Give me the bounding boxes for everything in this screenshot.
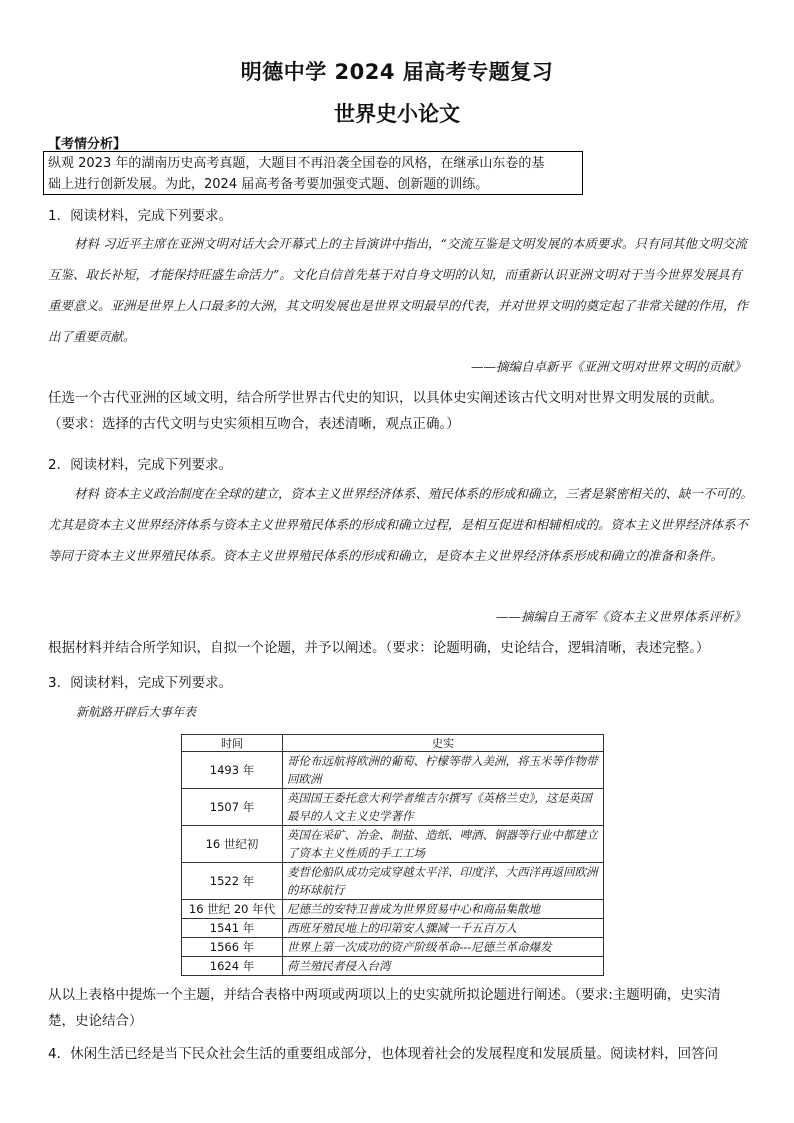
table-cell-fact: 世界上第一次成功的资产阶级革命---尼德兰革命爆发 bbox=[283, 938, 604, 957]
analysis-line-1: 纵观 2023 年的湖南历史高考真题，大题目不再沿袭全国卷的风格，在继承山东卷的基 bbox=[48, 156, 545, 171]
table-cell-time: 1507 年 bbox=[182, 789, 283, 826]
events-table bbox=[181, 734, 604, 976]
table-row bbox=[182, 938, 604, 957]
q3-task-line-2: 楚，史论结合） bbox=[48, 1013, 143, 1029]
table-cell-fact: 尼德兰的安特卫普成为世界贸易中心和商品集散地 bbox=[283, 900, 604, 919]
q1-task bbox=[48, 385, 750, 437]
q1-heading: 1．阅读材料，完成下列要求。 bbox=[48, 208, 233, 224]
table-row bbox=[182, 863, 604, 900]
q1-source: ——摘编自卓新平《亚洲文明对世界文明的贡献》 bbox=[470, 359, 746, 374]
table-header-row bbox=[182, 735, 604, 752]
analysis-box bbox=[43, 151, 583, 195]
q4-intro: 4．休闲生活已经是当下民众社会生活的重要组成部分，也体现着社会的发展程度和发展质量。阅读材料，回答问 bbox=[48, 1046, 719, 1062]
table-cell-time: 1624 年 bbox=[182, 957, 283, 976]
table-cell-time: 1493 年 bbox=[182, 752, 283, 789]
q3-task-line-1: 从以上表格中提炼一个主题，并结合表格中两项或两项以上的史实就所拟论题进行阐述。（要求:主题明确，史实清 bbox=[48, 987, 721, 1003]
table-row bbox=[182, 957, 604, 976]
q2-source: ——摘编自王斋军《资本主义世界体系评析》 bbox=[495, 609, 746, 624]
table-cell-fact: 荷兰殖民者侵入台湾 bbox=[283, 957, 604, 976]
table-cell-fact: 英国在采矿、冶金、制盐、造纸、啤酒、铜器等行业中都建立了资本主义性质的手工工场 bbox=[283, 826, 604, 863]
table-cell-time: 1522 年 bbox=[182, 863, 283, 900]
q2-heading: 2．阅读材料，完成下列要求。 bbox=[48, 457, 233, 473]
table-cell-fact: 西班牙殖民地上的印第安人骤减一千五百万人 bbox=[283, 919, 604, 938]
table-cell-time: 1541 年 bbox=[182, 919, 283, 938]
q3-task bbox=[48, 982, 750, 1034]
table-header-fact: 史实 bbox=[283, 735, 604, 752]
table-cell-fact: 英国国王委托意大利学者维吉尔撰写《英格兰史》，这是英国最早的人文主义史学著作 bbox=[283, 789, 604, 826]
table-row bbox=[182, 752, 604, 789]
q1-task-line-2: （要求：选择的古代文明与史实须相互吻合，表述清晰，观点正确。） bbox=[48, 416, 460, 432]
table-caption: 新航路开辟后大事年表 bbox=[76, 705, 197, 719]
table-header-time: 时间 bbox=[182, 735, 283, 752]
table-cell-fact: 哥伦布远航将欧洲的葡萄、柠檬等带入美洲，将玉米等作物带回欧洲 bbox=[283, 752, 604, 789]
q2-material bbox=[48, 478, 754, 571]
table-cell-fact: 麦哲伦船队成功完成穿越太平洋、印度洋、大西洋再返回欧洲的环球航行 bbox=[283, 863, 604, 900]
q3-heading: 3．阅读材料，完成下列要求。 bbox=[48, 675, 233, 691]
q1-material bbox=[48, 228, 754, 352]
table-cell-time: 16 世纪 20 年代 bbox=[182, 900, 283, 919]
table-row bbox=[182, 789, 604, 826]
q1-task-line-1: 任选一个古代亚洲的区域文明，结合所学世界古代史的知识，以具体史实阐述该古代文明对世界文明发展的贡献。 bbox=[48, 390, 723, 406]
q2-material-text: 材料 资本主义政治制度在全球的建立，资本主义世界经济体系、殖民体系的形成和确立，三者是紧密相关的、缺一不可的。尤其是资本主义世界经济体系与资本主义世界殖民体系的形成和确立过程，是相互促进和相辅相成的。资本主义世界经济体系不等同于资本主义世界殖民体系。资本主义世界殖民体系的形成和确立，是资本主义世界经济体系形成和确立的准备和条件。 bbox=[48, 486, 753, 563]
analysis-tag: 【考情分析】 bbox=[48, 137, 127, 152]
q2-task: 根据材料并结合所学知识，自拟一个论题，并予以阐述。（要求：论题明确，史论结合，逻辑清晰，表述完整。） bbox=[48, 640, 710, 656]
page-title: 明德中学 2024 届高考专题复习 bbox=[240, 60, 554, 84]
table-cell-time: 16 世纪初 bbox=[182, 826, 283, 863]
table-row bbox=[182, 900, 604, 919]
table-cell-time: 1566 年 bbox=[182, 938, 283, 957]
page-subtitle: 世界史小论文 bbox=[334, 102, 460, 126]
analysis-line-2: 础上进行创新发展。为此，2024 届高考备考要加强变式题、创新题的训练。 bbox=[48, 177, 489, 192]
table-row bbox=[182, 919, 604, 938]
q1-material-text: 材料 习近平主席在亚洲文明对话大会开幕式上的主旨演讲中指出，“交流互鉴是文明发展的本质要求。只有同其他文明交流互鉴、取长补短，才能保持旺盛生命活力”。文化自信首先基于对自身文明的认知，而重新认识亚洲文明对于当今世界发展具有重要意义。亚洲是世界上人口最多的大洲，其文明发展也是世界文明最早的代表，并对世界文明的奠定起了非常关键的作用，作出了重要贡献。 bbox=[48, 236, 749, 344]
table-row bbox=[182, 826, 604, 863]
